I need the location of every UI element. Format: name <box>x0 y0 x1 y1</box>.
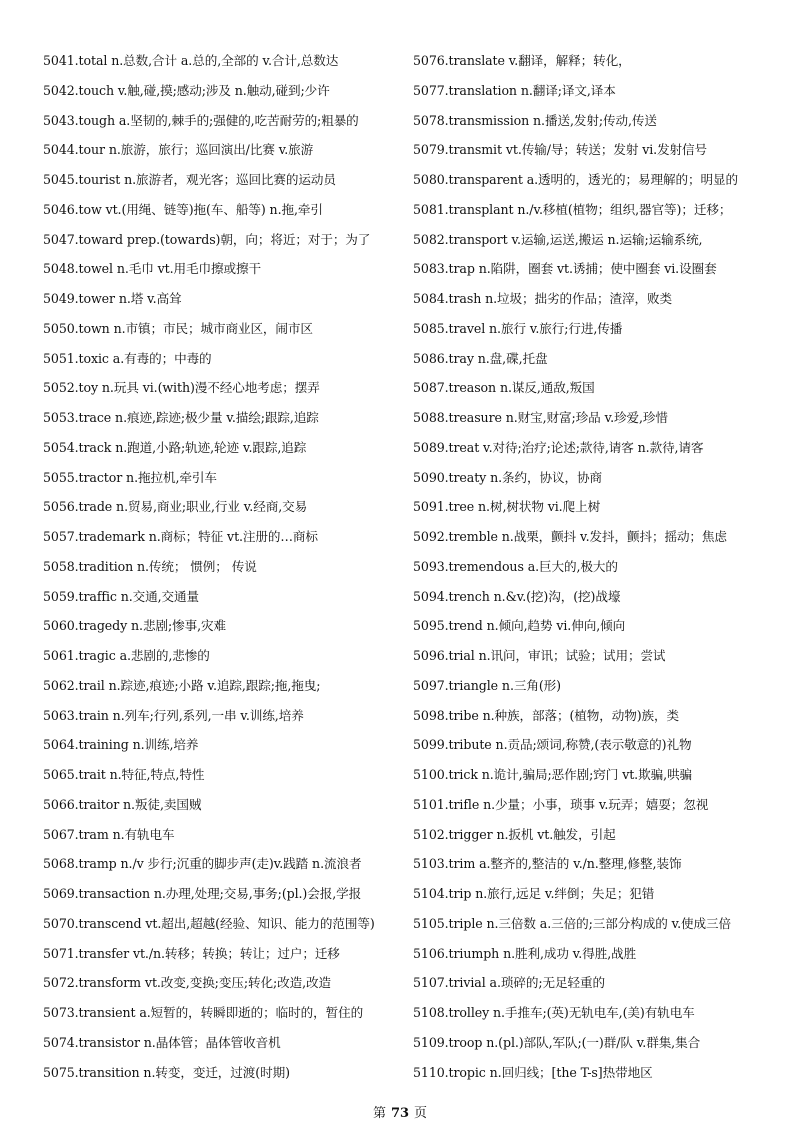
vocab-entry: 5101.trifle n.少量；小事，琐事 v.玩弄；嬉耍；忽视 <box>413 796 709 812</box>
vocab-entry: 5095.trend n.倾向,趋势 vi.伸向,倾向 <box>413 618 626 634</box>
vocab-entry: 5089.treat v.对待;治疗;论述;款待,请客 n.款待,请客 <box>413 439 704 455</box>
vocab-entry: 5071.transfer vt./n.转移；转换；转让；过户；迁移 <box>43 945 340 961</box>
vocab-entry: 5045.tourist n.旅游者，观光客；巡回比赛的运动员 <box>43 172 336 187</box>
vocab-entry: 5066.traitor n.叛徒,卖国贼 <box>43 796 202 812</box>
vocab-entry: 5053.trace n.痕迹,踪迹;极少量 v.描绘;跟踪,追踪 <box>43 410 319 425</box>
vocab-entry: 5059.traffic n.交通,交通量 <box>43 588 200 604</box>
vocab-entry: 5069.transaction n.办理,处理;交易,事务;(pl.)会报,学报 <box>43 886 362 901</box>
page-footer <box>0 1102 800 1121</box>
vocab-entry: 5042.touch v.触,碰,摸;感动;涉及 n.触动,碰到;少许 <box>43 82 330 98</box>
vocab-entry: 5103.trim a.整齐的,整洁的 v./n.整理,修整,装饰 <box>413 856 682 872</box>
vocab-entry: 5080.transparent a.透明的，透光的；易理解的；明显的 <box>413 172 738 187</box>
vocab-entry: 5074.transistor n.晶体管；晶体管收音机 <box>43 1034 281 1050</box>
vocab-entry: 5107.trivial a.琐碎的;无足轻重的 <box>413 975 605 991</box>
vocab-entry: 5070.transcend vt.超出,超越(经验、知识、能力的范围等) <box>43 915 375 931</box>
vocab-entry: 5098.tribe n.种族，部落；(植物，动物)族，类 <box>413 707 680 723</box>
vocab-entry: 5048.towel n.毛巾 vt.用毛巾擦或擦干 <box>43 261 261 277</box>
vocab-entry: 5090.treaty n.条约，协议，协商 <box>413 469 602 485</box>
vocab-entry: 5076.translate v.翻译，解释；转化， <box>413 53 631 68</box>
vocab-entry: 5108.trolley n.手推车;(英)无轨电车,(美)有轨电车 <box>413 1005 695 1020</box>
vocab-entry: 5047.toward prep.(towards)朝，向；将近；对于；为了 <box>43 231 371 247</box>
vocab-entry: 5051.toxic a.有毒的；中毒的 <box>43 350 212 366</box>
vocab-entry: 5088.treasure n.财宝,财富;珍品 v.珍爱,珍惜 <box>413 410 668 425</box>
vocab-entry: 5097.triangle n.三角(形) <box>413 677 561 693</box>
vocab-entry: 5057.trademark n.商标；特征 vt.注册的…商标 <box>43 529 318 544</box>
vocab-entry: 5081.transplant n./v.移植(植物；组织,器官等)；迁移； <box>413 201 732 217</box>
vocab-entry: 5085.travel n.旅行 v.旅行;行进,传播 <box>413 320 623 336</box>
vocab-entry: 5110.tropic n.回归线；[the T-s]热带地区 <box>413 1064 653 1080</box>
page-suffix: 页 <box>414 1106 428 1121</box>
vocab-entry: 5052.toy n.玩具 vi.(with)漫不经心地考虑；摆弄 <box>43 380 320 396</box>
vocab-entry: 5094.trench n.&v.(挖)沟，(挖)战壕 <box>413 588 621 604</box>
vocab-entry: 5087.treason n.谋反,通敌,叛国 <box>413 380 595 396</box>
vocab-entry: 5067.tram n.有轨电车 <box>43 826 175 842</box>
vocab-entry: 5058.tradition n.传统； 惯例； 传说 <box>43 558 257 574</box>
vocab-entry: 5055.tractor n.拖拉机,牵引车 <box>43 469 217 485</box>
vocab-entry: 5075.transition n.转变，变迁，过渡(时期) <box>43 1064 290 1080</box>
vocab-entry: 5060.tragedy n.悲剧;惨事,灾难 <box>43 618 226 634</box>
vocab-entry: 5077.translation n.翻译;译文,译本 <box>413 82 616 98</box>
vocab-entry: 5100.trick n.诡计,骗局;恶作剧;窍门 vt.欺骗,哄骗 <box>413 767 692 782</box>
vocab-entry: 5086.tray n.盘,碟,托盘 <box>413 350 548 366</box>
vocab-entry: 5102.trigger n.扳机 vt.触发，引起 <box>413 826 616 842</box>
vocab-entry: 5061.tragic a.悲剧的,悲惨的 <box>43 648 210 663</box>
vocab-entry: 5084.trash n.垃圾；拙劣的作品；渣滓，败类 <box>413 291 672 306</box>
vocab-entry: 5049.tower n.塔 v.高耸 <box>43 291 182 306</box>
vocab-entry: 5092.tremble n.战栗，颤抖 v.发抖，颤抖；摇动；焦虑 <box>413 529 727 544</box>
vocab-entry: 5072.transform vt.改变,变换;变压;转化;改造,改造 <box>43 975 331 991</box>
vocab-entry: 5079.transmit vt.传输/导；转送；发射 vi.发射信号 <box>413 142 708 158</box>
vocab-entry: 5093.tremendous a.巨大的,极大的 <box>413 558 618 574</box>
vocab-entry: 5064.training n.训练,培养 <box>43 737 199 753</box>
vocab-entry: 5083.trap n.陷阱，圈套 vt.诱捕；使中圈套 vi.设圈套 <box>413 261 717 277</box>
vocab-entry: 5065.trait n.特征,特点,特性 <box>43 767 205 782</box>
vocab-entry: 5054.track n.跑道,小路;轨迹,轮迹 v.跟踪,追踪 <box>43 439 307 455</box>
vocab-entry: 5105.triple n.三倍数 a.三倍的;三部分构成的 v.使成三倍 <box>413 915 732 931</box>
vocab-entry: 5104.trip n.旅行,远足 v.绊倒；失足；犯错 <box>413 886 655 901</box>
vocab-entry: 5063.train n.列车;行列,系列,一串 v.训练,培养 <box>43 707 304 723</box>
vocab-entry: 5078.transmission n.播送,发射;传动,传送 <box>413 112 657 128</box>
vocab-entry: 5046.tow vt.(用绳、链等)拖(车、船等) n.拖,牵引 <box>43 201 323 217</box>
vocab-entry: 5082.transport v.运输,运送,搬运 n.运输;运输系统, <box>413 231 703 247</box>
left-column <box>43 46 393 1087</box>
page-prefix: 第 <box>372 1106 386 1121</box>
vocab-entry: 5050.town n.市镇；市民；城市商业区，闹市区 <box>43 320 313 336</box>
page-number: 73 <box>390 1106 410 1121</box>
vocab-entry: 5043.tough a.坚韧的,棘手的;强健的,吃苦耐劳的;粗暴的 <box>43 112 359 128</box>
vocab-entry: 5073.transient a.短暂的，转瞬即逝的；临时的，暂住的 <box>43 1005 364 1020</box>
vocab-entry: 5091.tree n.树,树状物 vi.爬上树 <box>413 499 601 515</box>
vocab-entry: 5044.tour n.旅游，旅行；巡回演出/比赛 v.旅游 <box>43 142 314 158</box>
vocab-entry: 5109.troop n.(pl.)部队,军队;(一)群/队 v.群集,集合 <box>413 1034 701 1050</box>
vocab-entry: 5106.triumph n.胜利,成功 v.得胜,战胜 <box>413 945 637 961</box>
vocab-entry: 5096.trial n.讯问，审讯；试验；试用；尝试 <box>413 648 666 663</box>
right-column <box>413 46 758 1087</box>
vocab-entry: 5062.trail n.踪迹,痕迹;小路 v.追踪,跟踪;拖,拖曳; <box>43 677 321 693</box>
vocab-entry: 5099.tribute n.贡品;颂词,称赞,(表示敬意的)礼物 <box>413 737 692 753</box>
vocab-entry: 5056.trade n.贸易,商业;职业,行业 v.经商,交易 <box>43 499 308 515</box>
vocab-entry: 5041.total n.总数,合计 a.总的,全部的 v.合计,总数达 <box>43 53 339 68</box>
vocab-entry: 5068.tramp n./v 步行;沉重的脚步声(走)v.践踏 n.流浪者 <box>43 856 362 872</box>
